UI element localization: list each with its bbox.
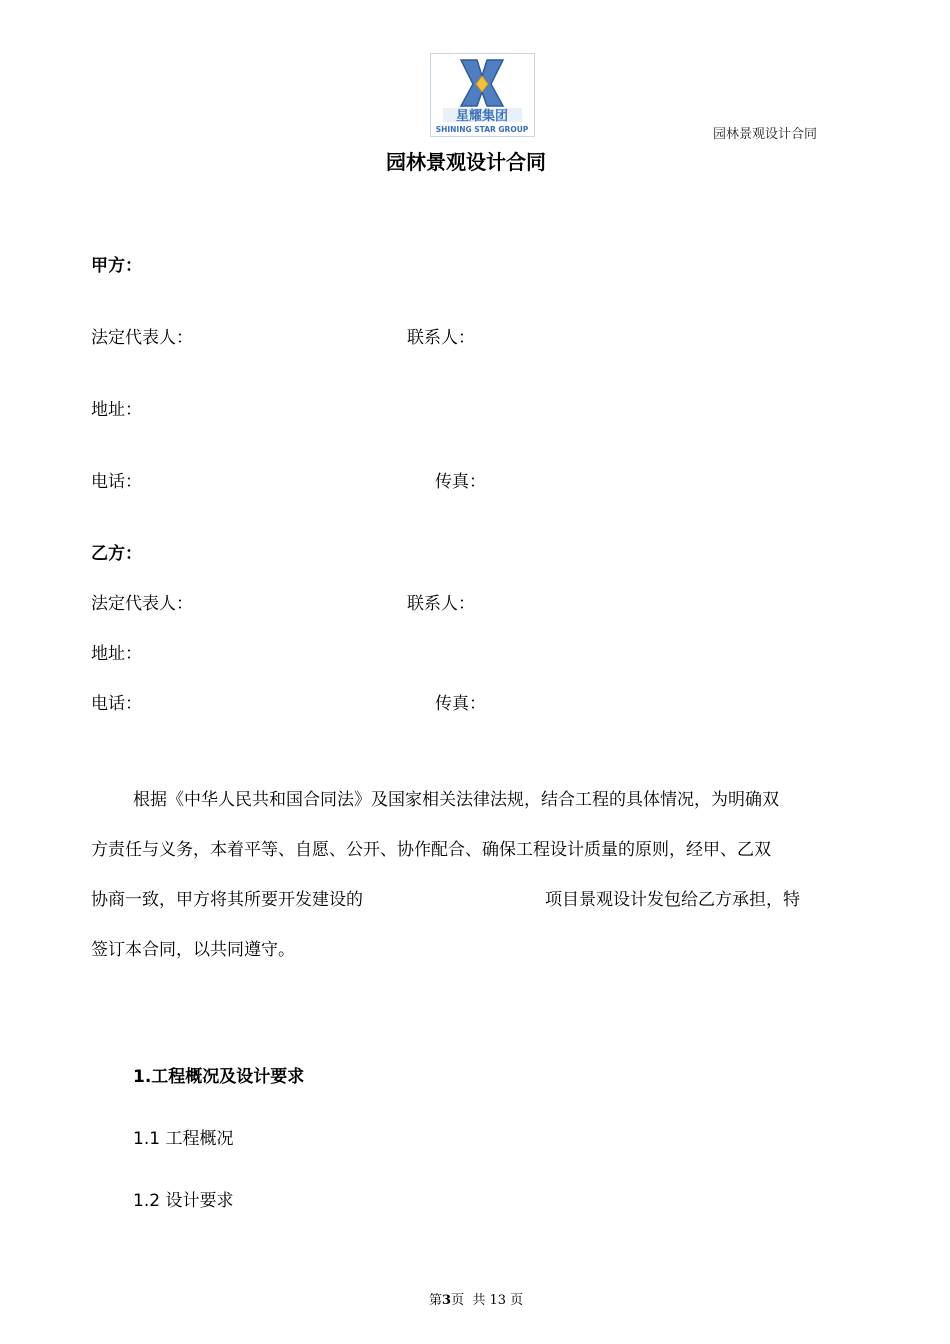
intro-line-3 [91,875,859,925]
party-a-legal-rep-label: 法定代表人： [91,328,193,348]
party-a-contact-label: 联系人： [407,328,475,348]
party-b-phone-label: 电话： [91,694,142,714]
party-b-address-label: 地址： [91,644,142,664]
document-title: 园林景观设计合同 [386,150,546,174]
page-prefix: 第 [429,1293,443,1308]
intro-line-3-end: 项目景观设计发包给乙方承担，特 [545,890,800,910]
intro-line-1: 根据《中华人民共和国合同法》及国家相关法律法规，结合工程的具体情况，为明确双 [133,790,779,810]
party-b-contact-label: 联系人： [407,594,475,614]
intro-paragraph [91,775,859,975]
page-total: 13 [489,1293,507,1308]
page-number-footer [429,1289,523,1308]
page-mid: 页 共 [451,1293,490,1308]
party-a-phone-label: 电话： [91,472,142,492]
section-1-2-heading: 1.2 设计要求 [133,1191,234,1211]
intro-line-2: 方责任与义务，本着平等、自愿、公开、协作配合、确保工程设计质量的原则，经甲、乙双 [91,840,771,860]
company-logo [430,53,535,137]
section-1-heading: 1.工程概况及设计要求 [133,1067,305,1087]
logo-text-cn: 星耀集团 [455,109,509,124]
intro-line-4: 签订本合同，以共同遵守。 [91,940,295,960]
page-current: 3 [442,1293,452,1308]
logo-text-en: SHINING STAR GROUP [435,125,529,134]
party-b-fax-label: 传真： [435,694,486,714]
header-document-name: 园林景观设计合同 [713,127,818,142]
intro-line-3-start: 协商一致，甲方将其所要开发建设的 [91,890,363,910]
page-suffix: 页 [506,1293,524,1308]
party-a-label: 甲方： [91,256,142,276]
party-b-legal-rep-label: 法定代表人： [91,594,193,614]
party-a-fax-label: 传真： [435,472,486,492]
party-b-label: 乙方： [91,544,142,564]
party-a-address-label: 地址： [91,400,142,420]
section-1-1-heading: 1.1 工程概况 [133,1129,234,1149]
